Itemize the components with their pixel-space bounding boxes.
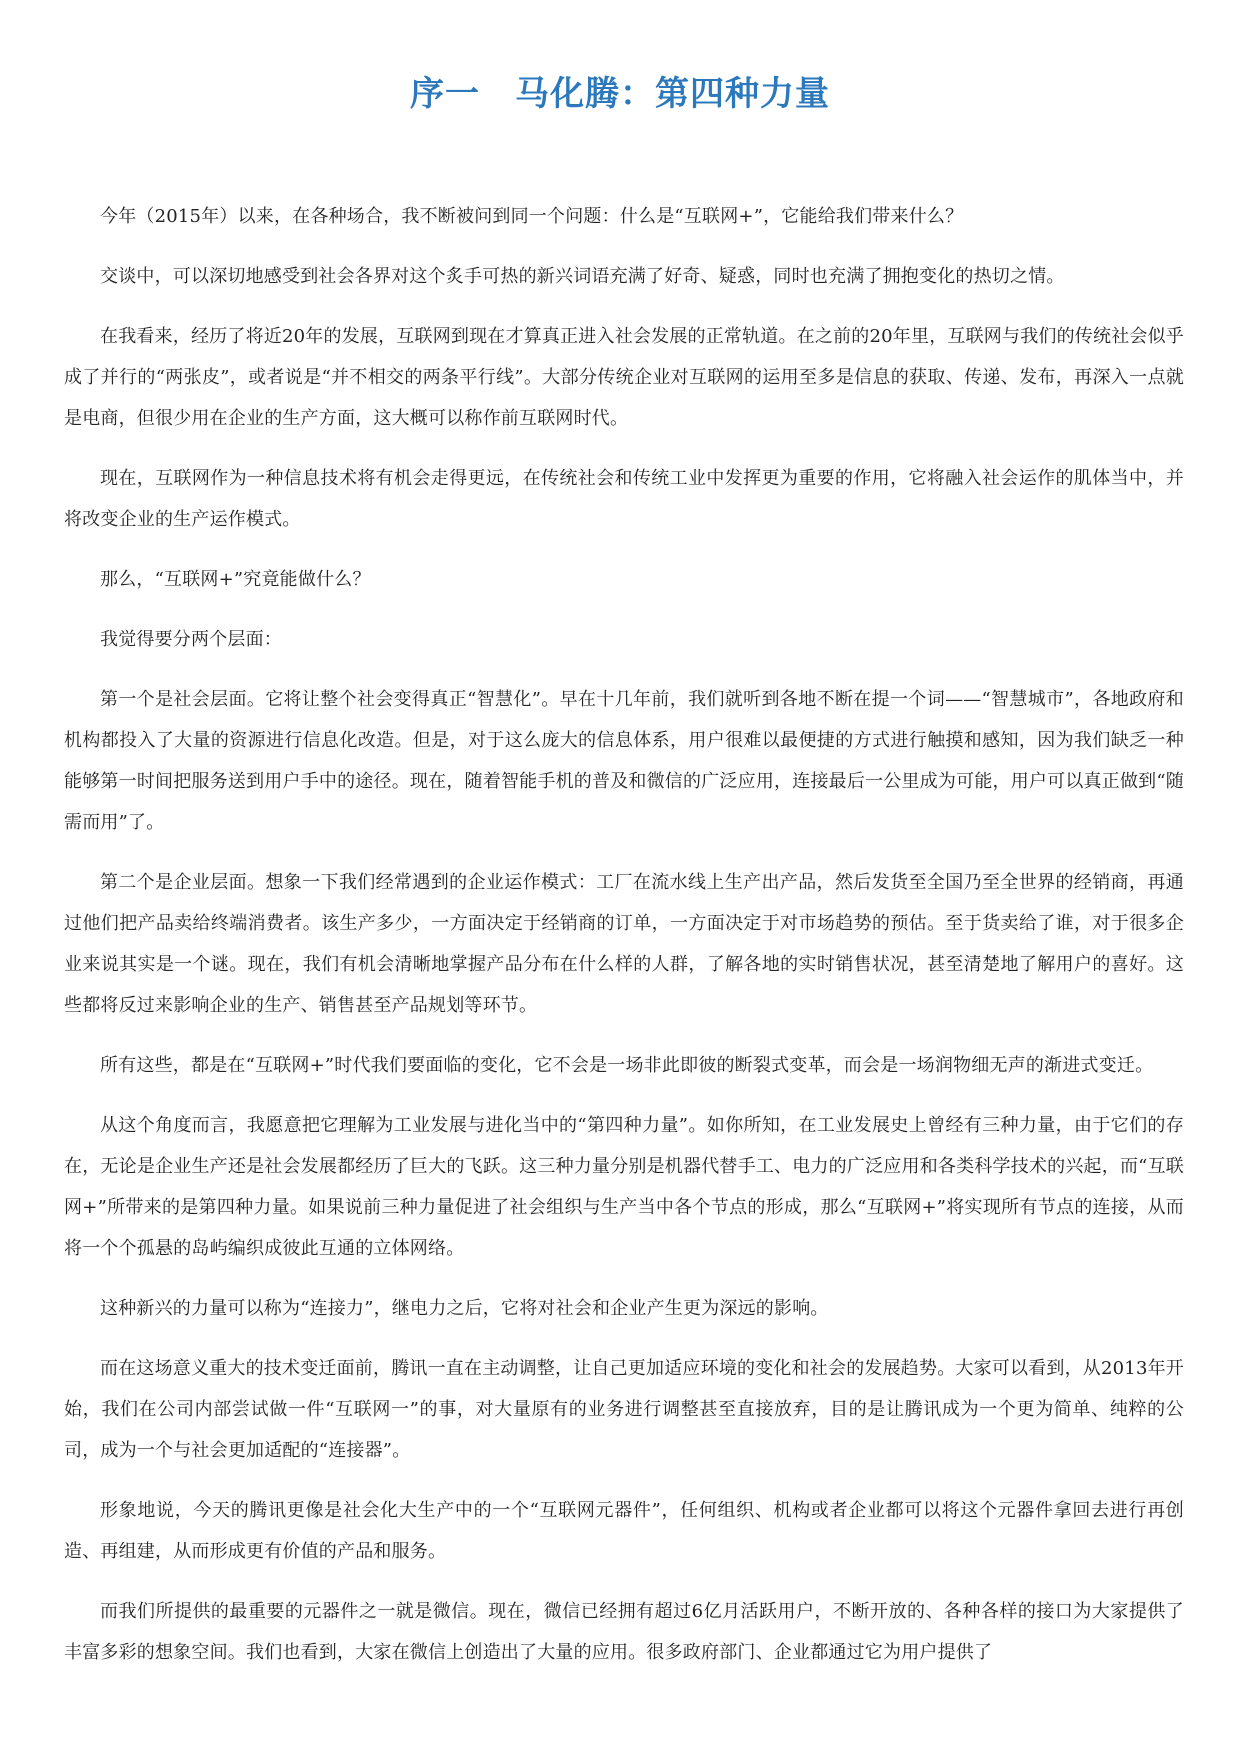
paragraph-8: 第二个是企业层面。想象一下我们经常遇到的企业运作模式：工厂在流水线上生产出产品，然后发货至全国乃至全世界的经销商，再通过他们把产品卖给终端消费者。该生产多少，一方面决定于经销商的订单，一方面决定于对市场趋势的预估。至于货卖给了谁，对于很多企业来说其实是一个谜。现在，我们有机会清晰地掌握产品分布在什么样的人群，了解各地的实时销售状况，甚至清楚地了解用户的喜好。这些都将反过来影响企业的生产、销售甚至产品规划等环节。: [64, 872, 1184, 1016]
paragraph-5: 那么，“互联网+”究竟能做什么？: [100, 569, 371, 590]
paragraph-12: 而在这场意义重大的技术变迁面前，腾讯一直在主动调整，让自己更加适应环境的变化和社会的发展趋势。大家可以看到，从2013年开始，我们在公司内部尝试做一件“互联网一”的事，对大量原有的业务进行调整甚至直接放弃，目的是让腾讯成为一个更为简单、纯粹的公司，成为一个与社会更加适配的“连接器”。: [64, 1358, 1185, 1461]
paragraph-10: 从这个角度而言，我愿意把它理解为工业发展与进化当中的“第四种力量”。如你所知，在工业发展史上曾经有三种力量，由于它们的存在，无论是企业生产还是社会发展都经历了巨大的飞跃。这三种力量分别是机器代替手工、电力的广泛应用和各类科学技术的兴起，而“互联网+”所带来的是第四种力量。如果说前三种力量促进了社会组织与生产当中各个节点的形成，那么“互联网+”将实现所有节点的连接，从而将一个个孤悬的岛屿编织成彼此互通的立体网络。: [64, 1115, 1184, 1259]
body-text: [64, 196, 1184, 1692]
paragraph-1: 今年（2015年）以来，在各种场合，我不断被问到同一个问题：什么是“互联网+”，它能给我们带来什么？: [100, 206, 964, 227]
paragraph-11: 这种新兴的力量可以称为“连接力”，继电力之后，它将对社会和企业产生更为深远的影响。: [100, 1298, 829, 1319]
paragraph-13: 形象地说，今天的腾讯更像是社会化大生产中的一个“互联网元器件”，任何组织、机构或者企业都可以将这个元器件拿回去进行再创造、再组建，从而形成更有价值的产品和服务。: [64, 1500, 1184, 1562]
paragraph-9: 所有这些，都是在“互联网+”时代我们要面临的变化，它不会是一场非此即彼的断裂式变革，而会是一场润物细无声的渐进式变迁。: [100, 1055, 1154, 1076]
paragraph-7: 第一个是社会层面。它将让整个社会变得真正“智慧化”。早在十几年前，我们就听到各地不断在提一个词——“智慧城市”，各地政府和机构都投入了大量的资源进行信息化改造。但是，对于这么庞大的信息体系，用户很难以最便捷的方式进行触摸和感知，因为我们缺乏一种能够第一时间把服务送到用户手中的途径。现在，随着智能手机的普及和微信的广泛应用，连接最后一公里成为可能，用户可以真正做到“随需而用”了。: [64, 689, 1184, 833]
paragraph-4: 现在，互联网作为一种信息技术将有机会走得更远，在传统社会和传统工业中发挥更为重要的作用，它将融入社会运作的肌体当中，并将改变企业的生产运作模式。: [64, 468, 1184, 530]
paragraph-6: 我觉得要分两个层面：: [100, 629, 282, 650]
page-title: 序一 马化腾：第四种力量: [410, 74, 830, 114]
paragraph-3: 在我看来，经历了将近20年的发展，互联网到现在才算真正进入社会发展的正常轨道。在之前的20年里，互联网与我们的传统社会似乎成了并行的“两张皮”，或者说是“并不相交的两条平行线”。大部分传统企业对互联网的运用至多是信息的获取、传递、发布，再深入一点就是电商，但很少用在企业的生产方面，这大概可以称作前互联网时代。: [64, 326, 1185, 429]
paragraph-2: 交谈中，可以深切地感受到社会各界对这个炙手可热的新兴词语充满了好奇、疑惑，同时也充满了拥抱变化的热切之情。: [100, 266, 1065, 287]
paragraph-14: 而我们所提供的最重要的元器件之一就是微信。现在，微信已经拥有超过6亿月活跃用户，不断开放的、各种各样的接口为大家提供了丰富多彩的想象空间。我们也看到，大家在微信上创造出了大量的应用。很多政府部门、企业都通过它为用户提供了: [64, 1601, 1184, 1663]
